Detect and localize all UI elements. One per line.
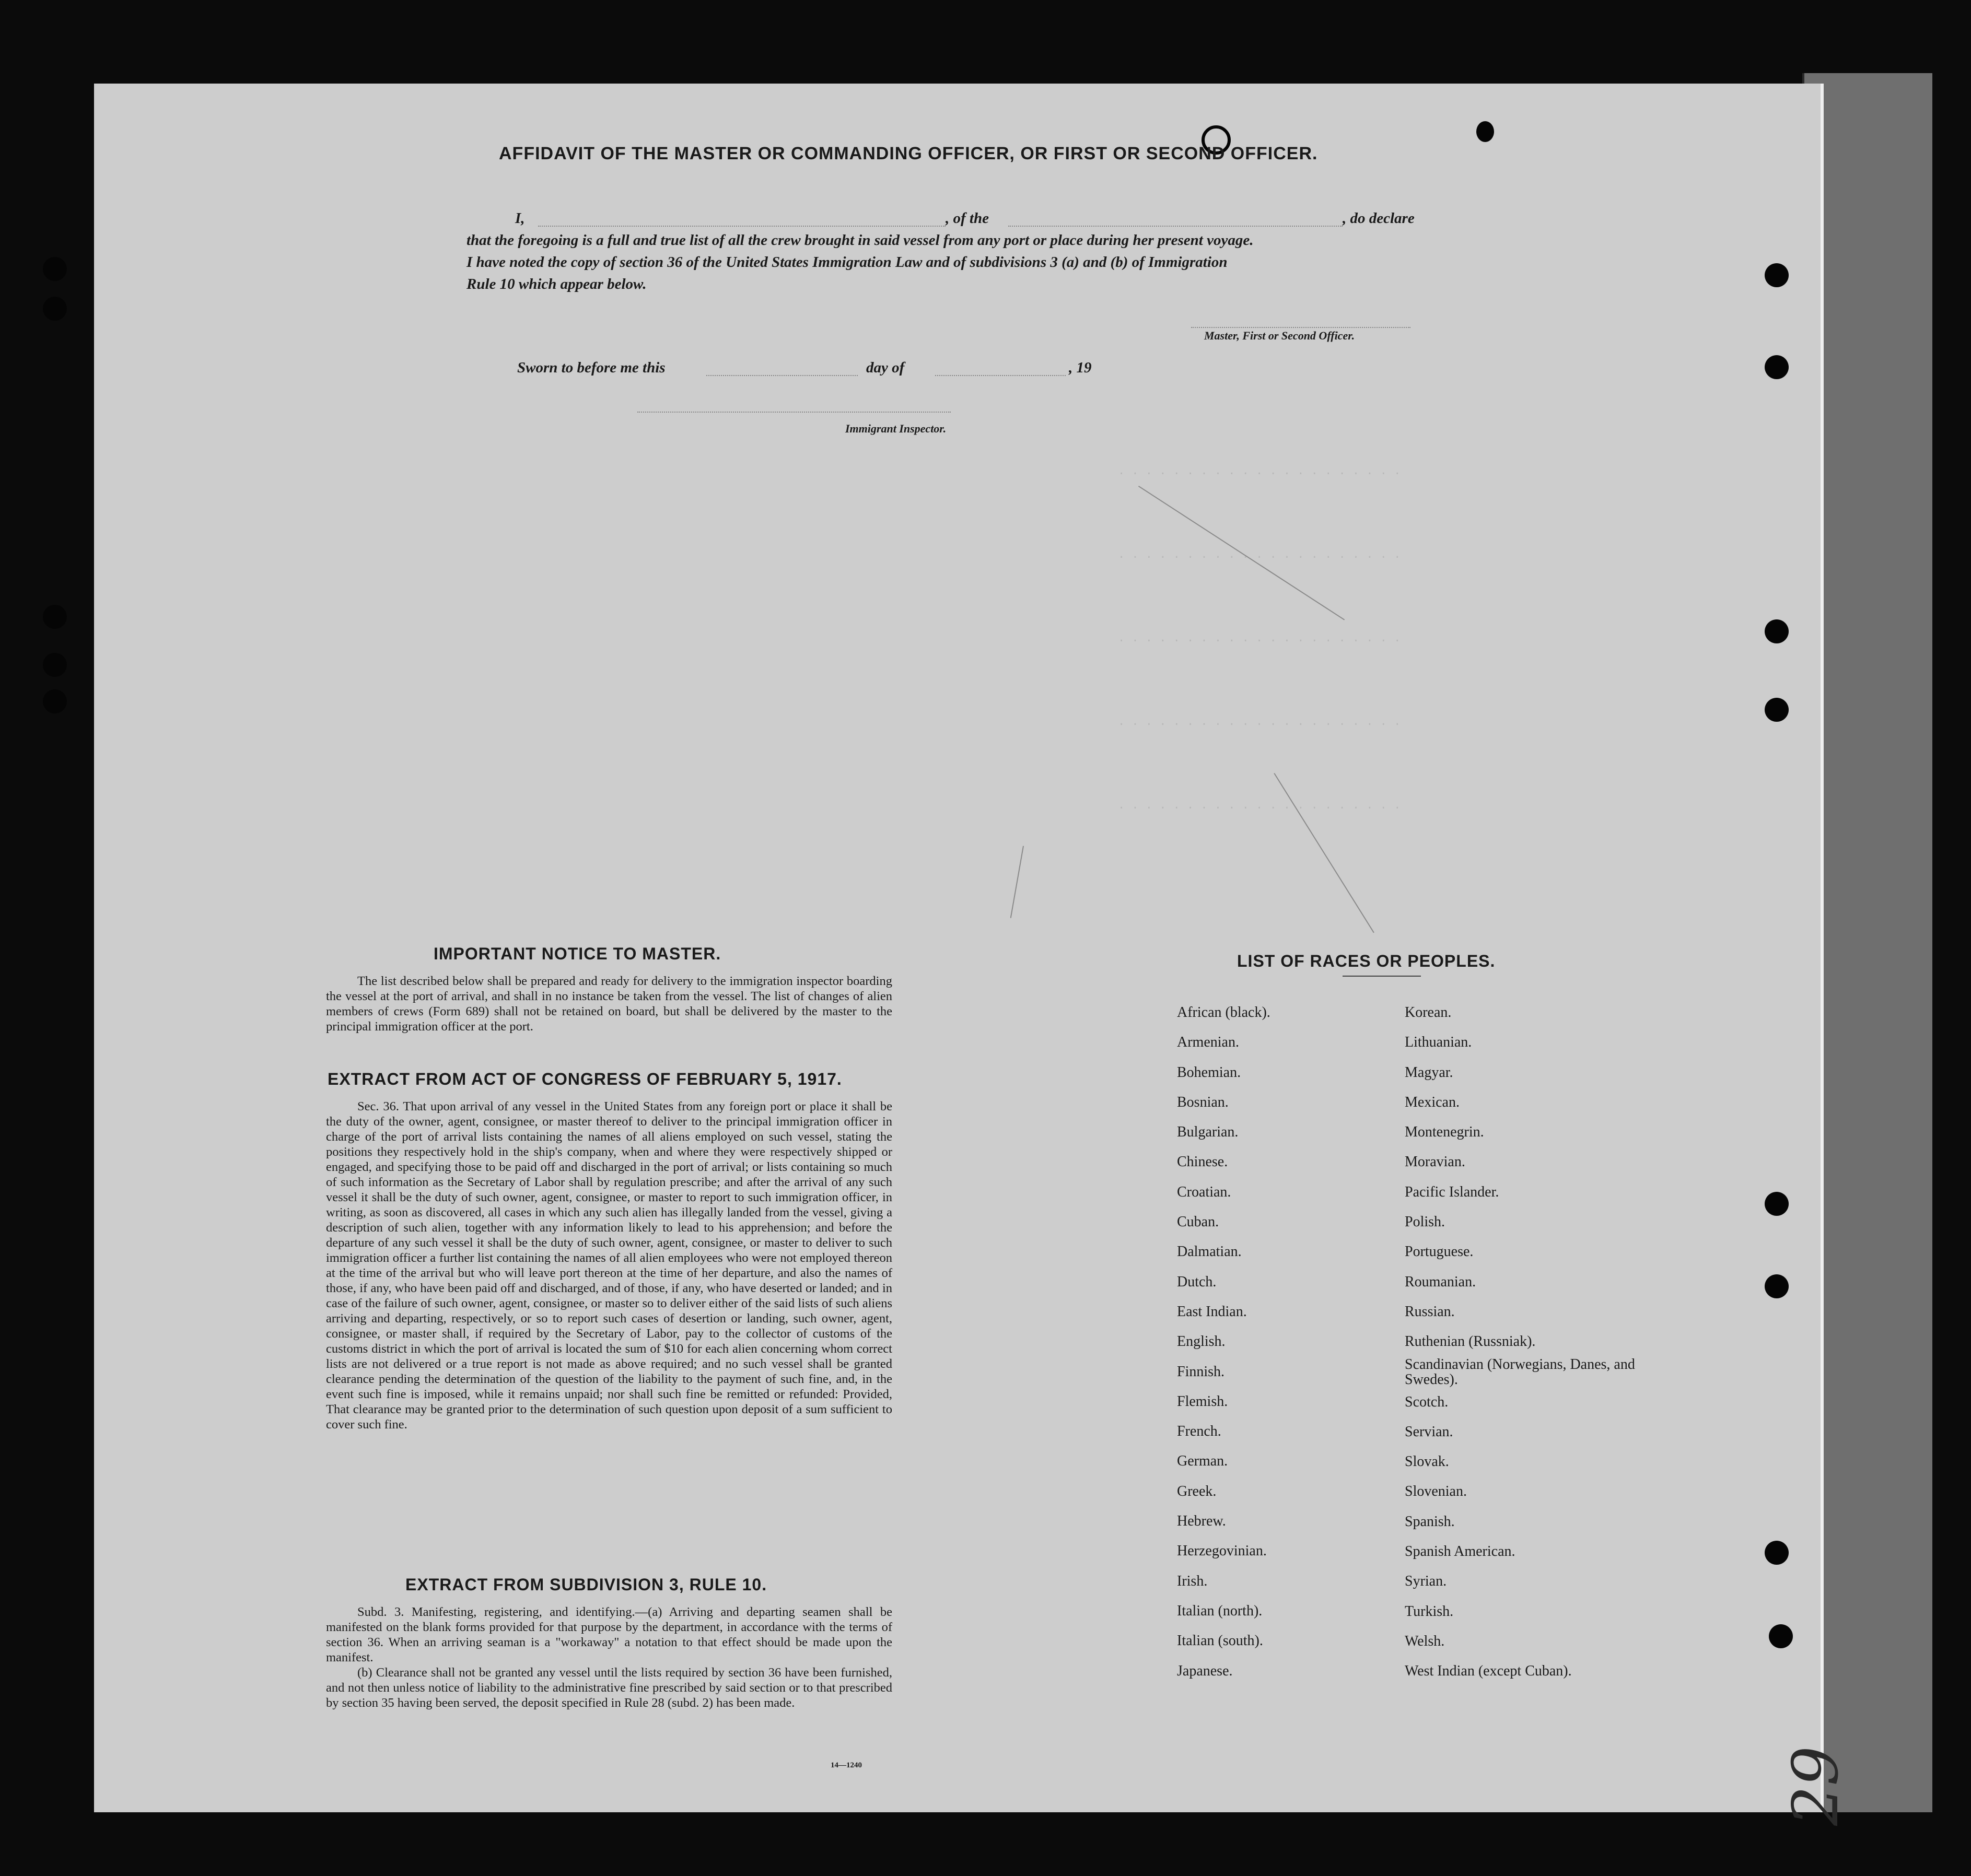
affidavit-declare: , do declare [1343, 210, 1415, 227]
race-item: Bosnian. [1177, 1094, 1229, 1110]
affidavit-line-4: Rule 10 which appear below. [466, 276, 647, 292]
act-extract-title: EXTRACT FROM ACT OF CONGRESS OF FEBRUARY 5, 1917. [328, 1070, 842, 1088]
punch-hole [1765, 1274, 1789, 1298]
races-column-2 [1405, 998, 1655, 1686]
bleed-through-text: . . . . . . . . . . . . . . . . . . . . . [1118, 548, 1401, 561]
race-item: Servian. [1405, 1423, 1453, 1440]
punch-hole [1476, 121, 1494, 142]
handwritten-page-number: 29 [1779, 1746, 1852, 1826]
affidavit-i: I, [515, 210, 525, 227]
sworn-text: Sworn to before me this [517, 359, 666, 376]
races-title: LIST OF RACES OR PEOPLES. [1237, 952, 1496, 970]
races-title-rule [1343, 976, 1421, 977]
race-item: Magyar. [1405, 1064, 1453, 1081]
race-item: Armenian. [1177, 1034, 1239, 1051]
bleed-through-text: . . . . . . . . . . . . . . . . . . . . . [1118, 799, 1401, 812]
punch-hole [43, 653, 67, 677]
signature-label: Master, First or Second Officer. [1204, 329, 1355, 342]
race-item: Bohemian. [1177, 1064, 1241, 1081]
race-item: West Indian (except Cuban). [1405, 1663, 1572, 1680]
punch-hole [1765, 1192, 1789, 1216]
race-item: Welsh. [1405, 1633, 1445, 1649]
bleed-through-text: . . . . . . . . . . . . . . . . . . . . . [1118, 716, 1401, 729]
affidavit-line-2: that the foregoing is a full and true list of all the crew brought in said vessel from any port or place during her present voyage. [466, 232, 1254, 249]
punch-hole [1765, 1541, 1789, 1565]
race-item: Slovenian. [1405, 1483, 1467, 1500]
race-item: Pacific Islander. [1405, 1183, 1499, 1200]
race-item: Dutch. [1177, 1273, 1217, 1290]
race-item: Mexican. [1405, 1094, 1460, 1110]
affidavit-line-3: I have noted the copy of section 36 of the United States Immigration Law and of subdivisions 3 (a) and (b) of Immigration [466, 254, 1228, 271]
signature-line [1191, 327, 1410, 328]
vessel-blank [1008, 226, 1343, 227]
race-item: Finnish. [1177, 1363, 1225, 1380]
year-text: , 19 [1069, 359, 1092, 376]
race-item: French. [1177, 1423, 1221, 1440]
punch-hole [1765, 263, 1789, 287]
page-edge [1821, 84, 1824, 1812]
race-item: English. [1177, 1333, 1226, 1350]
race-item: Turkish. [1405, 1603, 1454, 1620]
race-item: Scotch. [1405, 1393, 1449, 1410]
race-item: Bulgarian. [1177, 1124, 1239, 1141]
rule-paragraph-a: Subd. 3. Manifesting, registering, and identifying.—(a) Arriving and departing seamen shall be manifested on the blank forms provided for that purpose by the department, in accordance with the terms of section 36. When an arriving seaman is a "workaway" a notation to that effect should be made upon the manifest. [326, 1605, 892, 1664]
punch-hole [1765, 698, 1789, 722]
race-item: Montenegrin. [1405, 1124, 1484, 1141]
race-item: Slovak. [1405, 1453, 1449, 1470]
race-item: Hebrew. [1177, 1513, 1226, 1530]
punch-hole [1765, 619, 1789, 643]
race-item: East Indian. [1177, 1303, 1247, 1320]
race-item: Lithuanian. [1405, 1034, 1472, 1051]
race-item: Spanish American. [1405, 1543, 1515, 1560]
rule-extract-body [326, 1604, 892, 1710]
rule-extract-title: EXTRACT FROM SUBDIVISION 3, RULE 10. [405, 1575, 767, 1594]
inspector-line [637, 412, 951, 413]
punch-hole [43, 297, 67, 321]
punch-hole [43, 605, 67, 629]
bleed-through-text: . . . . . . . . . . . . . . . . . . . . . [1118, 465, 1401, 478]
act-paragraph: Sec. 36. That upon arrival of any vessel in the United States from any foreign port or place it shall be the duty of the owner, agent, consignee, or master thereof to deliver to the principal immigration officer in charge of the port of arrival lists containing the names of all aliens employed on such vessel, stating the positions they respectively hold in the ship's company, when and where they were respectively shipped or engaged, and specifying those to be paid off and discharged in the port of arrival; or lists containing so much of such information as the Secretary of Labor shall by regulation prescribe; and after the arrival of any such vessel it shall be the duty of such owner, agent, consignee, or master to report to such immigration officer, in writing, as soon as discovered, all cases in which any such alien has illegally landed from the vessel, giving a description of such alien, together with any information likely to lead to his apprehension; and before the departure of any such vessel it shall be the duty of such owner, agent, consignee, or master to deliver to such immigration officer a further list containing the names of all alien employees who were not employed thereon at the time of the arrival but who will leave port thereon at the time of her departure, and also the names of those, if any, who have been paid off and discharged, and of those, if any, who have deserted or landed; and in case of the failure of such owner, agent, consignee, or master so to deliver either of the said lists of such aliens arriving and departing, respectively, or so to report such cases of desertion or landing, such owner, agent, consignee, or master shall, if required by the Secretary of Labor, pay to the collector of customs of the customs district in which the port of arrival is located the sum of $10 for each alien concerning whom correct lists are not delivered or a true report is not made as above required; and no such vessel shall be granted clearance pending the determination of the question of the liability to the payment of such fine, and, in the event such fine is imposed, while it remains unpaid; nor shall such fine be remitted or refunded: Provided, That clearance may be granted prior to the determination of such question upon deposit of a sum sufficient to cover such fine. [326, 1099, 892, 1432]
race-item: Moravian. [1405, 1154, 1465, 1170]
race-item: Roumanian. [1405, 1273, 1476, 1290]
sworn-day-blank [706, 375, 858, 376]
punch-hole [43, 689, 67, 713]
race-item: Russian. [1405, 1303, 1455, 1320]
notice-paragraph: The list described below shall be prepared and ready for delivery to the immigration inspector boarding the vessel at the port of arrival, and shall in no instance be taken from the vessel. The list of changes of alien members of crews (Form 689) shall not be retained on board, but shall be delivered by the master to the principal immigration officer at the port. [326, 974, 892, 1034]
race-item: Chinese. [1177, 1154, 1228, 1170]
race-item: Greek. [1177, 1483, 1217, 1499]
punch-hole [1765, 355, 1789, 379]
race-item: Japanese. [1177, 1662, 1233, 1679]
act-extract-body [326, 1099, 892, 1432]
race-item: Flemish. [1177, 1393, 1228, 1410]
bleed-through-text: . . . . . . . . . . . . . . . . . . . . . [1118, 632, 1401, 645]
race-item: Irish. [1177, 1573, 1208, 1589]
race-item: German. [1177, 1453, 1228, 1470]
race-item: Syrian. [1405, 1573, 1447, 1590]
form-number: 14—1240 [831, 1761, 862, 1769]
affidavit-title: AFFIDAVIT OF THE MASTER OR COMMANDING OFFICER, OR FIRST OR SECOND OFFICER. [499, 144, 1318, 163]
race-item: Cuban. [1177, 1214, 1219, 1230]
race-item: Ruthenian (Russniak). [1405, 1333, 1536, 1350]
race-item: Portuguese. [1405, 1244, 1474, 1260]
race-item: Italian (south). [1177, 1633, 1263, 1649]
race-item: Italian (north). [1177, 1602, 1263, 1619]
month-blank [935, 375, 1066, 376]
punch-hole [43, 257, 67, 281]
rule-paragraph-b: (b) Clearance shall not be granted any vessel until the lists required by section 36 have been furnished, and not then unless notice of liability to the administrative fine prescribed by said section or to that prescribed by section 35 having been served, the deposit specified in Rule 28 (subd. 2) has been made. [326, 1666, 892, 1710]
race-item: Polish. [1405, 1214, 1445, 1230]
punch-hole [1769, 1624, 1793, 1648]
race-item: Scandinavian (Norwegians, Danes, and Swedes). [1405, 1356, 1635, 1388]
inspector-label: Immigrant Inspector. [845, 422, 947, 435]
race-item: Dalmatian. [1177, 1244, 1242, 1260]
notice-body [326, 974, 892, 1034]
day-of-text: day of [866, 359, 905, 376]
affidavit-of-the: , of the [946, 210, 989, 227]
race-item: Croatian. [1177, 1183, 1231, 1200]
notice-title: IMPORTANT NOTICE TO MASTER. [434, 944, 721, 963]
race-item: African (black). [1177, 1004, 1270, 1021]
race-item: Korean. [1405, 1004, 1452, 1021]
race-item: Herzegovinian. [1177, 1543, 1267, 1560]
name-blank [538, 226, 946, 227]
races-column-1 [1177, 998, 1396, 1686]
race-item: Spanish. [1405, 1513, 1455, 1530]
